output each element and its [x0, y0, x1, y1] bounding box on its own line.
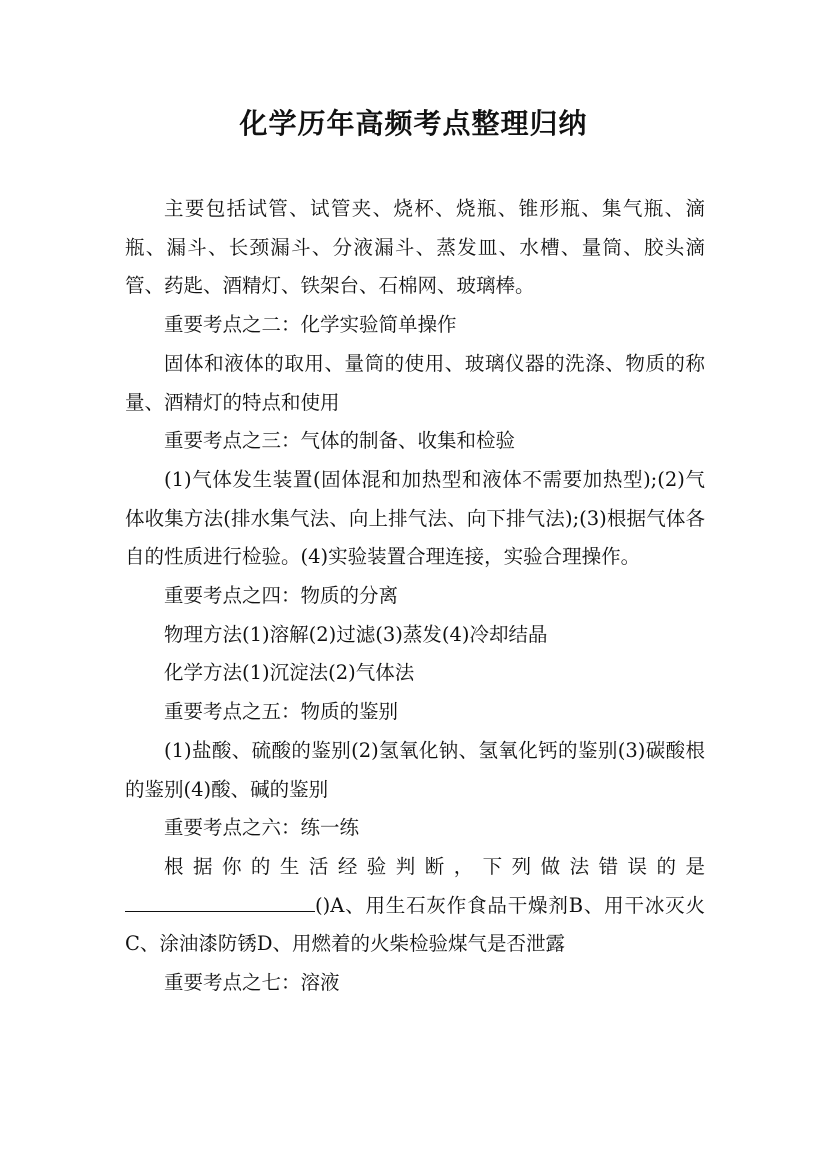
paragraph-chemical-methods: 化学方法(1)沉淀法(2)气体法 [164, 661, 415, 685]
heading-point-4: 重要考点之四：物质的分离 [164, 584, 399, 608]
answer-blank [125, 891, 315, 912]
heading-point-6: 重要考点之六：练一练 [164, 816, 360, 840]
paragraph-operations: 固体和液体的取用、量筒的使用、玻璃仪器的洗涤、物质的称量、酒精灯的特点和使用 [125, 351, 705, 414]
heading-point-5: 重要考点之五：物质的鉴别 [164, 700, 399, 724]
paragraph-identification: (1)盐酸、硫酸的鉴别(2)氢氧化钠、氢氧化钙的鉴别(3)碳酸根的鉴别(4)酸、碱的鉴别 [125, 738, 705, 801]
question-stem: 根据你的生活经验判断，下列做法错误的是 [164, 854, 705, 878]
document-title: 化学历年高频考点整理归纳 [239, 107, 588, 140]
heading-point-2: 重要考点之二：化学实验简单操作 [164, 313, 457, 337]
heading-point-3: 重要考点之三：气体的制备、收集和检验 [164, 429, 516, 453]
question-options: ()A、用生石灰作食品干燥剂B、用干冰灭火C、涂油漆防锈D、用燃着的火柴检验煤气是否泄露 [125, 893, 705, 956]
paragraph-gas: (1)气体发生装置(固体混和加热型和液体不需要加热型);(2)气体收集方法(排水集气法、向上排气法、向下排气法);(3)根据气体各自的性质进行检验。(4)实验装置合理连接，实验合理操作。 [125, 467, 705, 569]
document-body [125, 190, 705, 1003]
heading-point-7: 重要考点之七：溶液 [164, 971, 340, 995]
question-paragraph [125, 848, 705, 964]
paragraph-instruments: 主要包括试管、试管夹、烧杯、烧瓶、锥形瓶、集气瓶、滴瓶、漏斗、长颈漏斗、分液漏斗、蒸发皿、水槽、量筒、胶头滴管、药匙、酒精灯、铁架台、石棉网、玻璃棒。 [125, 197, 705, 298]
paragraph-physical-methods: 物理方法(1)溶解(2)过滤(3)蒸发(4)冷却结晶 [164, 622, 548, 646]
